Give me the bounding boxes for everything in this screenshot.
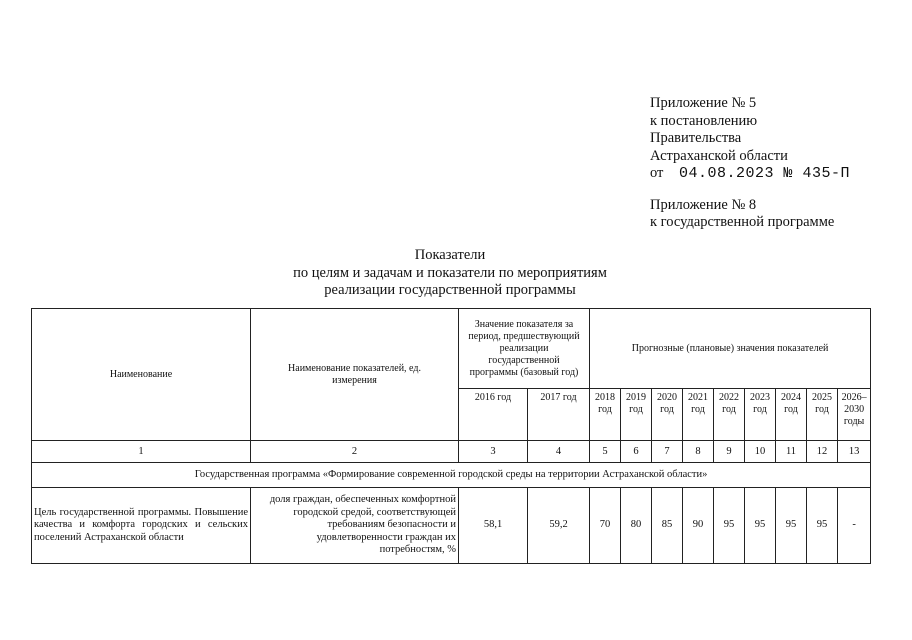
forecast-year-8 bbox=[838, 389, 871, 441]
forecast-year-unit: год bbox=[691, 404, 705, 415]
row-value-0: 58,1 bbox=[459, 488, 528, 564]
row-value-10: - bbox=[838, 488, 871, 564]
title-line-3: реализации государственной программы bbox=[324, 282, 576, 298]
forecast-year-unit: год bbox=[660, 404, 674, 415]
base-year-0: 2016 год bbox=[459, 389, 528, 441]
forecast-year-4 bbox=[714, 389, 745, 441]
program-title: Государственная программа «Формирование современной городской среды на территории Астраханской области» bbox=[32, 463, 871, 488]
row-value-8: 95 bbox=[776, 488, 807, 564]
row-value-3: 80 bbox=[621, 488, 652, 564]
column-number-11: 12 bbox=[807, 441, 838, 463]
base-year-1: 2017 год bbox=[528, 389, 590, 441]
to-program: к государственной программе bbox=[650, 214, 835, 230]
forecast-year-unit: год bbox=[722, 404, 736, 415]
row-value-4: 85 bbox=[652, 488, 683, 564]
column-number-7: 8 bbox=[683, 441, 714, 463]
to-resolution: к постановлению bbox=[650, 112, 758, 129]
indicators-table bbox=[31, 308, 871, 564]
forecast-year-2 bbox=[652, 389, 683, 441]
column-number-1: 2 bbox=[251, 441, 459, 463]
row-name: Цель государственной программы. Повышение качества и комфорта городских и сельских поселений Астраханской области bbox=[32, 488, 251, 564]
forecast-year-value: 2025 bbox=[812, 392, 832, 403]
row-value-9: 95 bbox=[807, 488, 838, 564]
forecast-year-value: 2021 bbox=[688, 392, 708, 403]
header-base: Значение показателя за период, предшествующий реализации государственной программы (базовый год) bbox=[459, 309, 590, 389]
forecast-year-0 bbox=[590, 389, 621, 441]
forecast-year-value: 2023 bbox=[750, 392, 770, 403]
column-number-0: 1 bbox=[32, 441, 251, 463]
government: Правительства bbox=[650, 130, 742, 146]
column-number-3: 4 bbox=[528, 441, 590, 463]
column-number-4: 5 bbox=[590, 441, 621, 463]
row-indicator: доля граждан, обеспеченных комфортной городской средой, соответствующей требованиям безопасности и удовлетворенности граждан их потребностям, % bbox=[251, 488, 459, 564]
forecast-year-5 bbox=[745, 389, 776, 441]
column-number-8: 9 bbox=[714, 441, 745, 463]
column-number-12: 13 bbox=[838, 441, 871, 463]
title-line-1: Показатели bbox=[414, 247, 486, 263]
forecast-year-value: 2026–2030 bbox=[841, 392, 867, 415]
row-value-2: 70 bbox=[590, 488, 621, 564]
table-row bbox=[32, 488, 871, 564]
header-indicator: Наименование показателей, ед. измерения bbox=[251, 309, 459, 441]
date-stamp: 04.08.2023 № 435-П bbox=[679, 165, 851, 182]
column-number-9: 10 bbox=[745, 441, 776, 463]
column-number-2: 3 bbox=[459, 441, 528, 463]
header-name: Наименование bbox=[32, 309, 251, 441]
row-value-6: 95 bbox=[714, 488, 745, 564]
forecast-year-value: 2024 bbox=[781, 392, 801, 403]
forecast-year-value: 2019 bbox=[626, 392, 646, 403]
row-value-7: 95 bbox=[745, 488, 776, 564]
row-value-5: 90 bbox=[683, 488, 714, 564]
program-row bbox=[32, 463, 871, 488]
appendix-number-2: Приложение № 8 bbox=[650, 196, 757, 213]
region: Астраханской области bbox=[650, 147, 788, 164]
forecast-year-unit: год bbox=[753, 404, 767, 415]
forecast-year-unit: годы bbox=[843, 416, 865, 427]
forecast-year-unit: год bbox=[784, 404, 798, 415]
date-prefix: от bbox=[650, 165, 664, 181]
forecast-year-value: 2022 bbox=[719, 392, 739, 403]
forecast-year-unit: год bbox=[815, 404, 829, 415]
appendix-number: Приложение № 5 bbox=[650, 95, 757, 111]
forecast-year-6 bbox=[776, 389, 807, 441]
forecast-year-unit: год bbox=[598, 404, 612, 415]
appendix-header bbox=[650, 95, 900, 232]
forecast-year-3 bbox=[683, 389, 714, 441]
resolution-date bbox=[650, 165, 900, 183]
forecast-year-unit: год bbox=[629, 404, 643, 415]
forecast-year-value: 2020 bbox=[657, 392, 677, 403]
column-number-10: 11 bbox=[776, 441, 807, 463]
row-value-1: 59,2 bbox=[528, 488, 590, 564]
title-line-2: по целям и задачам и показатели по мероприятиям bbox=[293, 264, 607, 281]
header-forecast: Прогнозные (плановые) значения показателей bbox=[590, 309, 871, 389]
forecast-year-value: 2018 bbox=[595, 392, 615, 403]
column-numbers-row bbox=[32, 441, 871, 463]
column-number-6: 7 bbox=[652, 441, 683, 463]
forecast-year-1 bbox=[621, 389, 652, 441]
document-title bbox=[240, 247, 660, 300]
forecast-year-7 bbox=[807, 389, 838, 441]
column-number-5: 6 bbox=[621, 441, 652, 463]
